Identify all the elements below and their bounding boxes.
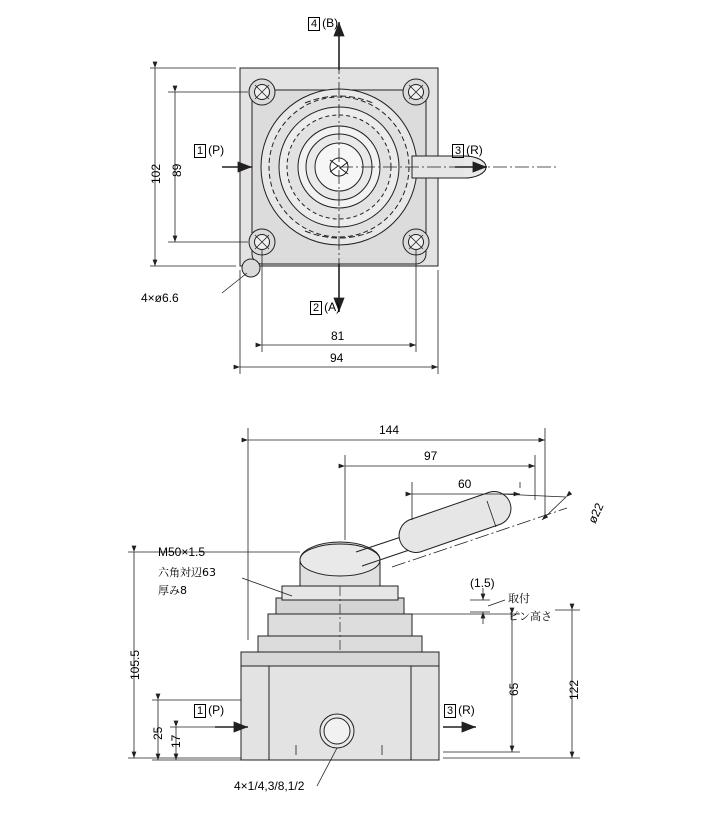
port-1-label: (P) xyxy=(208,143,225,157)
port-3-number: 3 xyxy=(452,144,464,158)
note-ports-thread-label: 4×1/4,3/8,1/2 xyxy=(234,779,305,793)
port-1-p-side xyxy=(194,703,224,718)
note-pin-height-line2: ピン高さ xyxy=(508,610,552,623)
dim-25-label: 25 xyxy=(151,726,165,740)
note-mounting-holes-label: 4×ø6.6 xyxy=(141,291,179,305)
side-view-geometry xyxy=(241,492,567,760)
port-1-number: 1 xyxy=(194,144,206,158)
port-2-label: (A) xyxy=(324,300,341,314)
dim-81-label: 81 xyxy=(331,329,345,343)
dim-60-label: 60 xyxy=(458,477,472,491)
note-thread-line3: 厚み8 xyxy=(158,584,187,597)
port-3-r-side xyxy=(444,703,475,718)
dim-122-label: 122 xyxy=(567,679,581,700)
dim-94-label: 94 xyxy=(330,351,344,365)
front-view-geometry xyxy=(240,38,556,300)
port-3-r-top xyxy=(452,143,483,158)
dim-102-label: 102 xyxy=(149,163,163,184)
port-2-a-top xyxy=(310,300,340,315)
dim-97-label: 97 xyxy=(424,449,438,463)
note-pin-height-line1: 取付 xyxy=(508,592,530,605)
note-thread-line1: M50×1.5 xyxy=(158,545,206,559)
dim-65-label: 65 xyxy=(507,682,521,696)
port-2-number: 2 xyxy=(310,301,322,315)
port-4-b xyxy=(308,16,338,31)
dim-144-label: 144 xyxy=(379,423,400,437)
port-1-p-top xyxy=(194,143,224,158)
dim-d22-label: ø22 xyxy=(585,500,607,526)
dim-1-5-label: (1.5) xyxy=(470,576,495,590)
note-thread-line2: 六角対辺63 xyxy=(158,566,216,579)
dim-17-label: 17 xyxy=(169,734,183,748)
port-4-number: 4 xyxy=(308,17,320,31)
port-3-label: (R) xyxy=(466,143,483,157)
dim-89-label: 89 xyxy=(170,163,184,177)
port-3-number-side: 3 xyxy=(444,704,456,718)
port-1-number-side: 1 xyxy=(194,704,206,718)
port-3-label-side: (R) xyxy=(458,703,475,717)
port-4-label: (B) xyxy=(322,16,339,30)
port-1-label-side: (P) xyxy=(208,703,225,717)
dim-105-5-label: 105.5 xyxy=(128,649,142,680)
